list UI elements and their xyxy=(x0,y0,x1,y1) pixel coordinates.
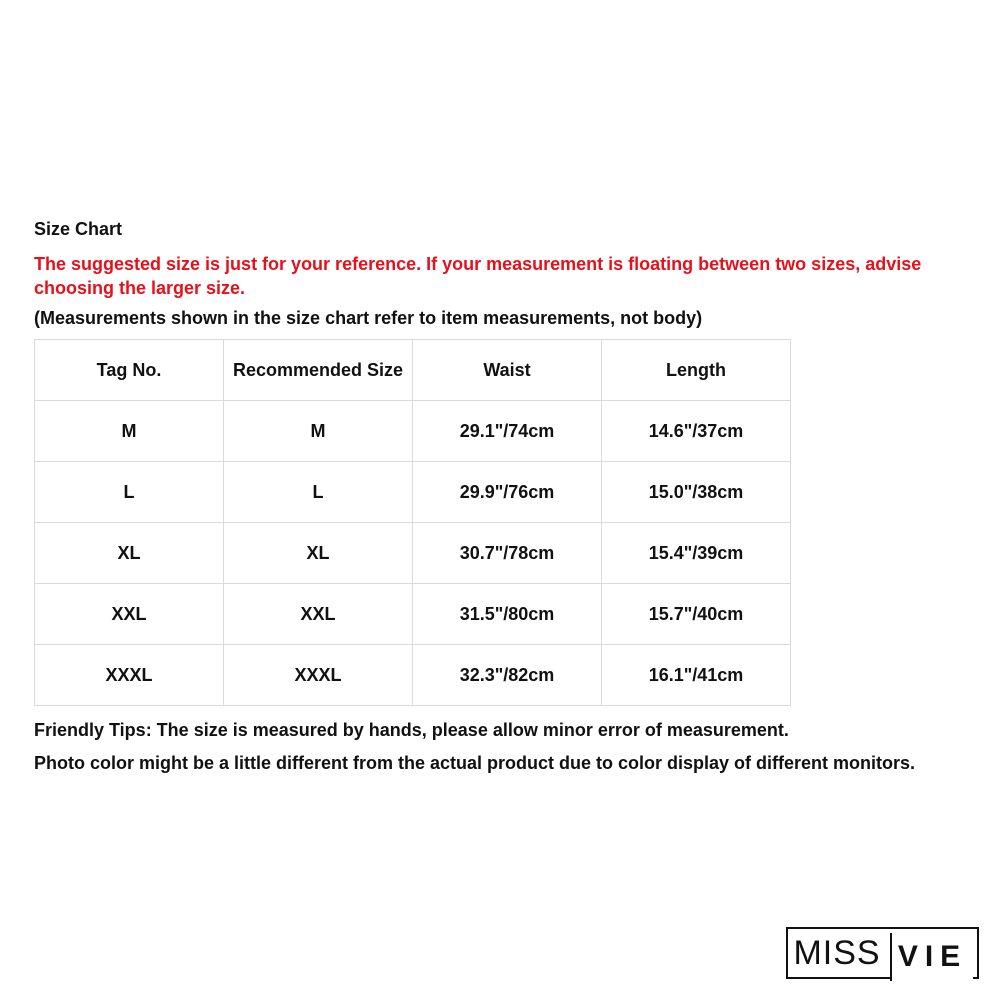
header-recommended-size: Recommended Size xyxy=(224,340,413,401)
table-row xyxy=(35,401,791,462)
cell-waist: 31.5"/80cm xyxy=(413,584,602,645)
cell-recommended-size: XXL xyxy=(224,584,413,645)
table-row xyxy=(35,584,791,645)
page-title: Size Chart xyxy=(34,219,123,239)
cell-length: 14.6"/37cm xyxy=(602,401,791,462)
table-row xyxy=(35,645,791,706)
header-length: Length xyxy=(602,340,791,401)
cell-recommended-size: L xyxy=(224,462,413,523)
cell-tag-no: XXL xyxy=(35,584,224,645)
cell-recommended-size: XXXL xyxy=(224,645,413,706)
cell-length: 15.7"/40cm xyxy=(602,584,791,645)
friendly-tip: Friendly Tips: The size is measured by hands, please allow minor error of measurement. xyxy=(34,720,789,740)
brand-logo xyxy=(786,927,979,979)
cell-tag-no: XL xyxy=(35,523,224,584)
size-table xyxy=(34,339,791,706)
cell-waist: 29.9"/76cm xyxy=(413,462,602,523)
cell-waist: 32.3"/82cm xyxy=(413,645,602,706)
cell-waist: 29.1"/74cm xyxy=(413,401,602,462)
header-tag-no: Tag No. xyxy=(35,340,224,401)
cell-tag-no: XXXL xyxy=(35,645,224,706)
cell-length: 15.0"/38cm xyxy=(602,462,791,523)
color-disclaimer: Photo color might be a little different from the actual product due to color display of different monitors. xyxy=(34,753,916,773)
table-row xyxy=(35,462,791,523)
header-waist: Waist xyxy=(413,340,602,401)
size-warning: The suggested size is just for your reference. If your measurement is floating between two sizes, advise choosing the larger size. xyxy=(34,254,922,298)
cell-length: 16.1"/41cm xyxy=(602,645,791,706)
logo-text-right: VIE xyxy=(890,933,973,981)
logo-text-left: MISS xyxy=(788,929,886,977)
table-row xyxy=(35,523,791,584)
table-header-row xyxy=(35,340,791,401)
cell-tag-no: L xyxy=(35,462,224,523)
cell-waist: 30.7"/78cm xyxy=(413,523,602,584)
cell-length: 15.4"/39cm xyxy=(602,523,791,584)
cell-tag-no: M xyxy=(35,401,224,462)
measurement-note: (Measurements shown in the size chart refer to item measurements, not body) xyxy=(34,308,703,328)
cell-recommended-size: XL xyxy=(224,523,413,584)
cell-recommended-size: M xyxy=(224,401,413,462)
